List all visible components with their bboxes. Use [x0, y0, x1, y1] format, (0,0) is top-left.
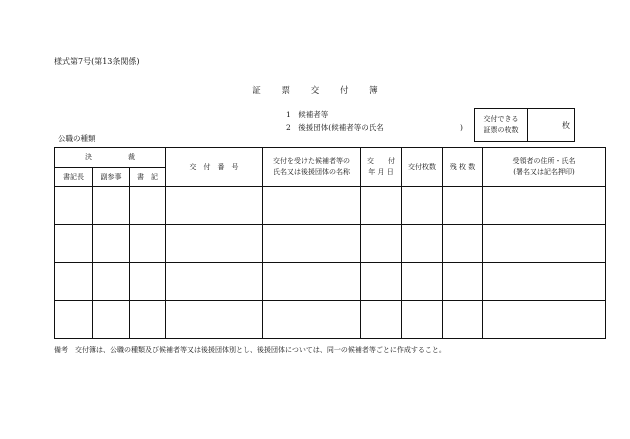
table-cell[interactable] — [263, 263, 361, 301]
table-cell[interactable] — [166, 301, 263, 339]
table-cell[interactable] — [361, 187, 402, 225]
table-cell[interactable] — [483, 263, 606, 301]
table-cell[interactable] — [443, 187, 483, 225]
table-cell[interactable] — [166, 263, 263, 301]
candidate-option-1: 1 候補者等 — [286, 110, 329, 119]
candidate-option-2: 2 後援団体(候補者等の氏名 — [286, 123, 384, 132]
decision-left-char: 決 — [85, 153, 92, 161]
issuable-label-line2: 証票の枚数 — [483, 126, 519, 134]
table-cell[interactable] — [93, 263, 130, 301]
office-type-label: 公職の種類 — [58, 134, 96, 143]
table-cell[interactable] — [130, 263, 166, 301]
issuable-count-label — [475, 109, 528, 141]
receiver-header-line1: 受領者の住所・氏名 — [512, 157, 576, 165]
table-cell[interactable] — [402, 225, 443, 263]
issuable-count-value[interactable] — [528, 109, 574, 141]
table-cell[interactable] — [93, 225, 130, 263]
table-cell[interactable] — [361, 301, 402, 339]
table-cell[interactable] — [93, 187, 130, 225]
chief-clerk-header: 書記長 — [55, 168, 93, 187]
table-cell[interactable] — [166, 187, 263, 225]
recipient-header-line2: 氏名又は後援団体の名称 — [273, 168, 350, 176]
remark-note: 備考 交付簿は、公職の種類及び候補者等又は後援団体別とし、後援団体については、同一の候補者等ごとに作成すること。 — [54, 346, 446, 354]
unit-label: 枚 — [562, 120, 570, 130]
table-cell[interactable] — [402, 301, 443, 339]
table-cell[interactable] — [55, 263, 93, 301]
issue-register-table — [54, 147, 606, 339]
deputy-counselor-header: 副参事 — [93, 168, 130, 187]
table-cell[interactable] — [483, 225, 606, 263]
table-cell[interactable] — [130, 187, 166, 225]
table-cell[interactable] — [361, 263, 402, 301]
table-cell[interactable] — [402, 263, 443, 301]
close-paren: ) — [460, 123, 463, 132]
issuable-count-box — [474, 108, 575, 142]
table-cell[interactable] — [130, 301, 166, 339]
title-char: 簿 — [369, 86, 378, 96]
title-char: 票 — [281, 86, 291, 96]
table-row — [55, 225, 606, 263]
table-row — [55, 263, 606, 301]
table-cell[interactable] — [55, 187, 93, 225]
table-cell[interactable] — [55, 225, 93, 263]
table-cell[interactable] — [483, 301, 606, 339]
table-cell[interactable] — [130, 225, 166, 263]
title-char: 付 — [339, 86, 349, 96]
table-cell[interactable] — [55, 301, 93, 339]
recipient-header — [263, 148, 361, 187]
table-cell[interactable] — [263, 225, 361, 263]
table-cell[interactable] — [263, 301, 361, 339]
date-header-line2: 年 月 日 — [368, 168, 394, 176]
table-row — [55, 187, 606, 225]
table-cell[interactable] — [483, 187, 606, 225]
recipient-header-line1: 交付を受けた候補者等の — [273, 157, 350, 165]
clerk-header: 書 記 — [130, 168, 166, 187]
table-row — [55, 301, 606, 339]
table-cell[interactable] — [166, 225, 263, 263]
table-cell[interactable] — [93, 301, 130, 339]
remaining-count-header: 残 枚 数 — [443, 148, 483, 187]
table-cell[interactable] — [402, 187, 443, 225]
title-char: 交 — [310, 86, 320, 96]
receiver-header — [483, 148, 606, 187]
table-cell[interactable] — [443, 225, 483, 263]
form-number: 様式第7号(第13条関係) — [54, 57, 140, 66]
delivery-date-header — [361, 148, 402, 187]
candidate-type-options — [286, 108, 463, 134]
table-cell[interactable] — [263, 187, 361, 225]
table-cell[interactable] — [361, 225, 402, 263]
decision-right-char: 裁 — [128, 153, 135, 161]
issued-count-header: 交付枚数 — [402, 148, 443, 187]
title-char: 証 — [252, 86, 261, 96]
table-cell[interactable] — [443, 301, 483, 339]
page-title — [0, 84, 630, 96]
decision-header — [55, 148, 166, 168]
delivery-number-header: 交 付 番 号 — [166, 148, 263, 187]
receiver-header-line2: (署名又は記名押印) — [513, 168, 575, 176]
date-header-line1: 交 付 — [367, 157, 395, 165]
issuable-label-line1: 交付できる — [483, 115, 519, 123]
table-cell[interactable] — [443, 263, 483, 301]
